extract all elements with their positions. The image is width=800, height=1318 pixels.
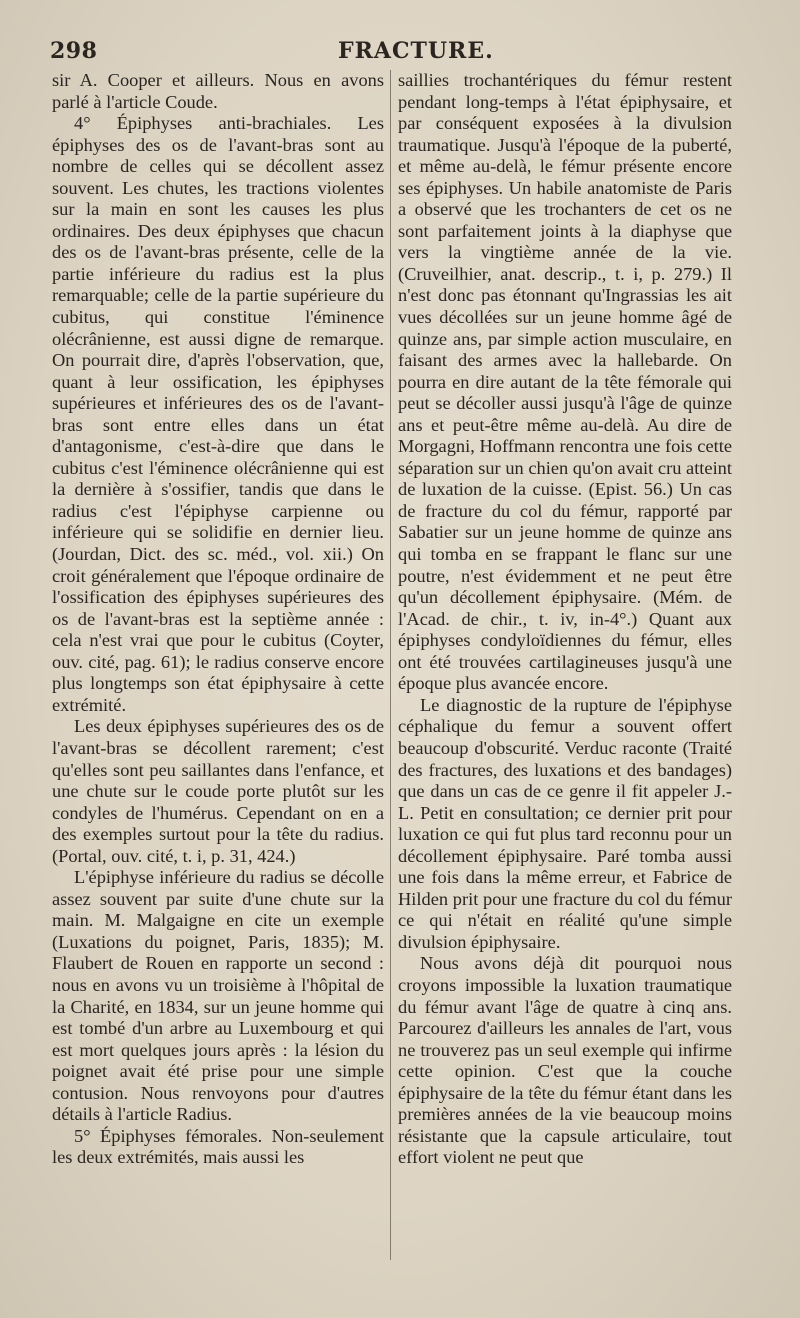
running-title: FRACTURE. xyxy=(338,38,494,64)
page-number: 298 xyxy=(50,38,98,64)
paragraph: Les deux épiphyses supérieures des os de l'avant-bras se décollent rarement; c'est qu'elles sont peu saillantes dans l'enfance, et une chute sur le coude porte plutôt sur les condyles de l'humérus. Cependant on en a des exemples surtout pour la tête du radius. (Portal, ouv. cité, t. i, p. 31, 424.) xyxy=(52,716,384,866)
paragraph: saillies trochantériques du fémur restent pendant long-temps à l'état épiphysaire, et par conséquent exposées à la divulsion traumatique. Jusqu'à l'époque de la puberté, et même au-delà, le fémur présente encore ses épiphyses. Un habile anatomiste de Paris a observé que les trochanters de cet os ne sont parfaitement joints à la diaphyse que vers la vingtième année de la vie. (Cruveilhier, anat. descrip., t. i, p. 279.) Il n'est donc pas étonnant qu'Ingrassias les ait vues décollées sur un jeune homme âgé de quinze ans, par simple action musculaire, en faisant des armes avec la hallebarde. On pourra en dire autant de la tête fémorale qui peut se décoller aussi jusqu'à l'âge de quinze ans et peut-être même au-delà. Au dire de Morgagni, Hoffmann rencontra une fois cette séparation sur un chien qu'on avait cru atteint de luxation de la cuisse. (Epist. 56.) Un cas de fracture du col du fémur, rapporté par Sabatier sur un jeune homme de quinze ans qui tomba en se frappant le flanc sur une poutre, n'est évidemment et ne peut être qu'un décollement épiphysaire. (Mém. de l'Acad. de chir., t. iv, in-4°.) Quant aux épiphyses condyloïdiennes du fémur, elles ont été trouvées cartilagineuses jusqu'à une époque plus avancée encore. xyxy=(398,70,732,694)
paragraph: Le diagnostic de la rupture de l'épiphyse céphalique du femur a souvent offert beaucoup d'obscurité. Verduc raconte (Traité des fractures, des luxations et des bandages) que dans un cas de ce genre il fit appeler J.-L. Petit en consultation; ce dernier prit pour luxation ce qui fut plus tard reconnu pour un décollement épiphysaire. Paré tomba aussi une fois dans la même erreur, et Fabrice de Hilden prit pour une fracture du col du fémur ce qui n'était en réalité qu'une simple divulsion épiphysaire. xyxy=(398,694,732,952)
paragraph: Nous avons déjà dit pourquoi nous croyons impossible la luxation traumatique du fémur avant l'âge de quatre à cinq ans. Parcourez d'ailleurs les annales de l'art, vous ne trouverez pas un seul exemple qui infirme cette opinion. C'est que la couche épiphysaire de la tête du fémur étant dans les premières années de la vie beaucoup moins résistante que la capsule articulaire, tout effort violent ne peut que xyxy=(398,953,732,1168)
left-column xyxy=(52,70,384,1270)
column-divider xyxy=(390,70,391,1260)
right-column xyxy=(398,70,732,1270)
paragraph: 4° Épiphyses anti-brachiales. Les épiphyses des os de l'avant-bras sont au nombre de celles qui se décollent assez souvent. Les chutes, les tractions violentes sur la main en sont les causes les plus ordinaires. Des deux épiphyses que chacun des os de l'avant-bras présente, celle de la partie inférieure du radius est la plus remarquable; celle de la partie supérieure du cubitus, qui constitue l'éminence olécrânienne, est aussi digne de remarque. On pourrait dire, d'après l'observation, que, quant à leur ossification, les épiphyses supérieures et inférieures des os de l'avant-bras sont entre elles dans un état d'antagonisme, c'est-à-dire que dans le cubitus c'est l'éminence olécrânienne qui est la dernière à s'ossifier, tandis que dans le radius c'est l'épiphyse carpienne ou inférieure qui se solidifie en dernier lieu. (Jourdan, Dict. des sc. méd., vol. xii.) On croit généralement que l'époque ordinaire de l'ossification des épiphyses supérieures des os de l'avant-bras est la septième année : cela n'est vrai que pour le cubitus (Coyter, ouv. cité, pag. 61); le radius conserve encore plus longtemps son état épiphysaire à cette extrémité. xyxy=(52,113,384,715)
paragraph: L'épiphyse inférieure du radius se décolle assez souvent par suite d'une chute sur la main. M. Malgaigne en cite un exemple (Luxations du poignet, Paris, 1835); M. Flaubert de Rouen en rapporte un second : nous en avons vu un troisième à l'hôpital de la Charité, en 1834, sur un jeune homme qui est tombé d'un arbre au Luxembourg et qui est mort quelques jours après : la lésion du poignet avait été prise pour une simple contusion. Nous renvoyons pour d'autres détails à l'article Radius. xyxy=(52,867,384,1125)
paragraph: 5° Épiphyses fémorales. Non-seulement les deux extrémités, mais aussi les xyxy=(52,1125,384,1168)
page-header xyxy=(50,38,740,68)
paragraph: sir A. Cooper et ailleurs. Nous en avons parlé à l'article Coude. xyxy=(52,70,384,112)
